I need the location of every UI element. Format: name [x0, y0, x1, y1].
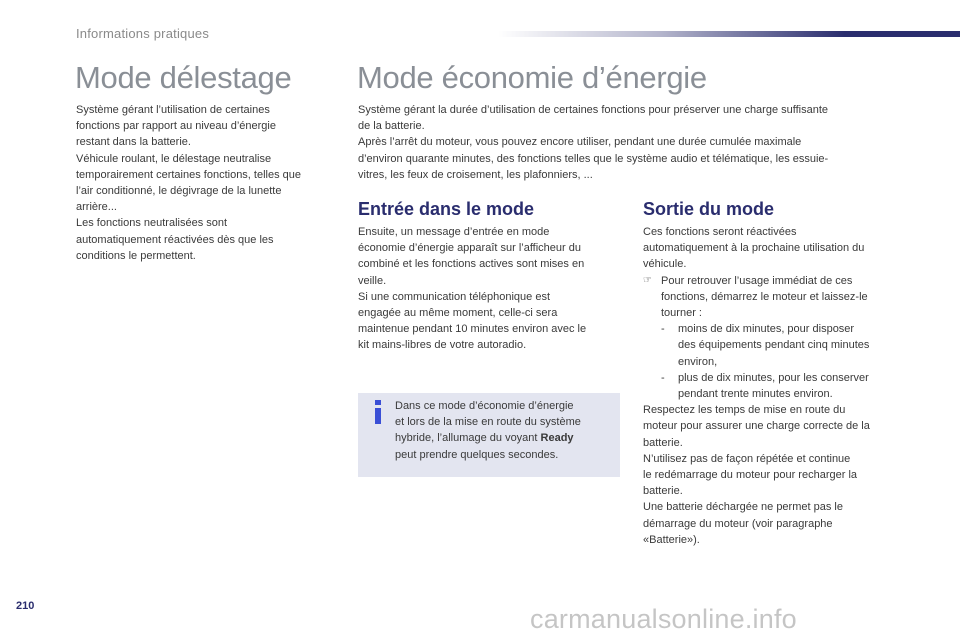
text-line: Système gérant la durée d’utilisation de certaines fonctions pour préserver une charge suffisante [358, 104, 829, 116]
info-text [395, 398, 610, 463]
text-line: arrière... [76, 201, 117, 214]
text-line: batterie. [643, 485, 683, 498]
text-line: automatiquement à la prochaine utilisation du [643, 242, 865, 255]
text-line: véhicule. [643, 258, 687, 271]
title-mode-delestage: Mode délestage [75, 60, 292, 95]
text-line: Ensuite, un message d’entrée en mode [358, 226, 550, 238]
section-header-title: Informations pratiques [76, 26, 210, 41]
text-line: Pour retrouver l’usage immédiat de ces [661, 274, 853, 287]
bullet-item [643, 273, 913, 322]
header-bar [498, 31, 960, 37]
text-line: tourner : [661, 307, 702, 320]
text-line: fonctions par rapport au niveau d’énergie [76, 120, 276, 133]
text-line: économie d’énergie apparaît sur l’afficheur du [358, 242, 581, 255]
text-line: «Batterie»). [643, 533, 700, 546]
text-line: Une batterie déchargée ne permet pas le [643, 501, 843, 514]
text-line: moteur pour assurer une charge correcte de la [643, 420, 870, 433]
text-line: combiné et les fonctions actives sont mises en [358, 258, 585, 271]
text-line: automatiquement réactivées dès que les [76, 233, 274, 246]
text-line: maintenue pendant 10 minutes environ avec le [358, 323, 587, 336]
text-line: Dans ce mode d’économie d’énergie [395, 400, 574, 412]
dash-mark: - [661, 323, 665, 336]
page-number: 210 [16, 600, 35, 612]
delestage-text [76, 102, 338, 264]
text-line: et lors de la mise en route du système [395, 416, 581, 429]
text-line: veille. [358, 274, 387, 287]
watermark: carmanualsonline.info [530, 604, 797, 634]
text-line: conditions le permettent. [76, 249, 196, 262]
text-line: plus de dix minutes, pour les conserver [678, 371, 869, 384]
text-line: temporairement certaines fonctions, telles que [76, 168, 302, 181]
text-line: Respectez les temps de mise en route du [643, 404, 846, 417]
text-line: le redémarrage du moteur pour recharger la [643, 469, 858, 482]
text-line: kit mains-libres de votre autoradio. [358, 339, 527, 352]
text-line: Les fonctions neutralisées sont [76, 217, 228, 230]
text-line [395, 430, 610, 446]
pointing-hand-icon: ☞ [643, 274, 652, 286]
text-line: batterie. [643, 436, 683, 449]
text-line: d’environ quarante minutes, des fonctions telles que le système audio et télématique, les essuie- [358, 152, 829, 165]
subtitle-entree-mode: Entrée dans le mode [358, 199, 535, 219]
text-line: de la batterie. [358, 120, 425, 133]
title-mode-economie: Mode économie d’énergie [357, 60, 707, 95]
info-icon [372, 400, 384, 424]
text-line: environ, [678, 355, 718, 368]
entree-text [358, 224, 624, 354]
dash-mark: - [661, 371, 665, 384]
text-line: démarrage du moteur (voir paragraphe [643, 517, 833, 530]
text-line: Système gérant l’utilisation de certaines [76, 104, 270, 116]
dash-item [643, 370, 913, 402]
text-line: vitres, les feux de croisement, les plafonniers, ... [358, 168, 593, 181]
text-line: pendant trente minutes environ. [678, 388, 833, 401]
text-line: l’air conditionné, le dégivrage de la lunette [76, 185, 282, 198]
text-line: Ces fonctions seront réactivées [643, 226, 797, 238]
sortie-text [643, 224, 913, 548]
text-fragment: hybride, l’allumage du voyant [395, 432, 541, 445]
text-line: Véhicule roulant, le délestage neutralise [76, 152, 272, 165]
text-line: Si une communication téléphonique est [358, 290, 551, 303]
text-line: des équipements pendant cinq minutes [678, 339, 870, 352]
dash-item [643, 321, 913, 370]
text-line: moins de dix minutes, pour disposer [678, 323, 855, 336]
text-line: engagée au même moment, celle-ci sera [358, 307, 558, 320]
info-box [358, 393, 620, 477]
text-line: N’utilisez pas de façon répétée et continue [643, 452, 851, 465]
text-line: peut prendre quelques secondes. [395, 448, 559, 461]
text-line: Après l’arrêt du moteur, vous pouvez encore utiliser, pendant une durée cumulée maximale [358, 136, 802, 149]
text-line: fonctions, démarrez le moteur et laissez-le [661, 290, 868, 303]
text-line: restant dans la batterie. [76, 136, 191, 149]
ready-indicator-label: Ready [540, 432, 574, 445]
economie-intro-text [358, 102, 918, 183]
subtitle-sortie-mode: Sortie du mode [643, 199, 775, 219]
